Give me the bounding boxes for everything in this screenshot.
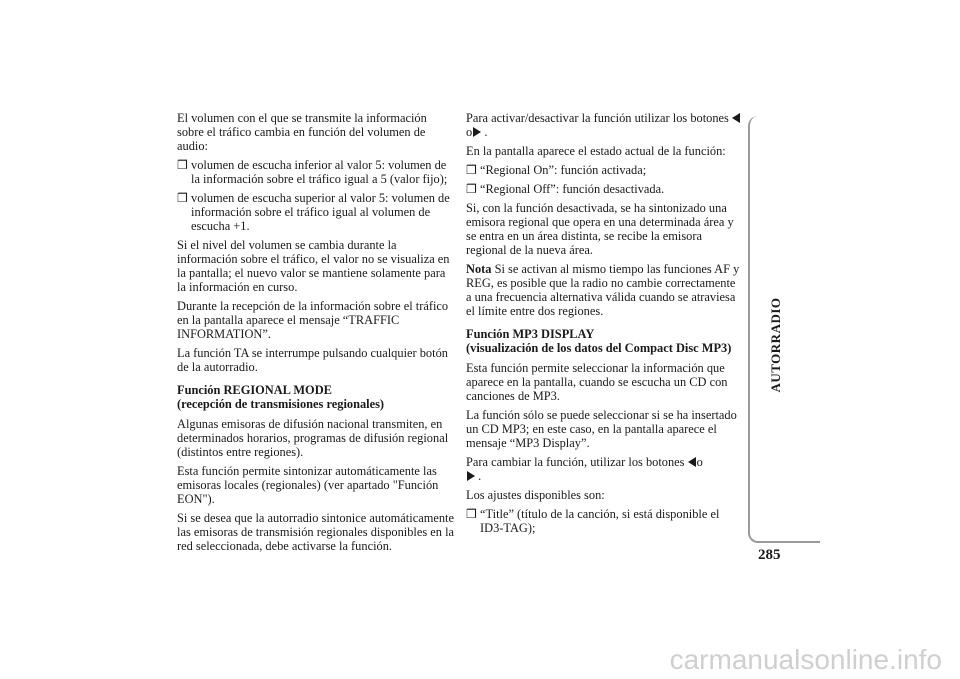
right-arrow-icon <box>473 127 481 137</box>
paragraph: Algunas emisoras de difusión nacional transmiten, en determinados horarios, programas de difusión regional (distintos entre regiones). <box>177 417 449 459</box>
left-arrow-icon <box>688 457 696 467</box>
page-number: 285 <box>758 547 781 563</box>
list-item-text: “Regional On”: función activada; <box>480 163 647 177</box>
list-item <box>466 163 742 177</box>
list-item-text: volumen de escucha superior al valor 5: volumen de información sobre el tráfico igual al volumen de escucha +1. <box>191 191 450 233</box>
heading-line: (visualización de los datos del Compact Disc MP3) <box>466 341 732 355</box>
paragraph: El volumen con el que se transmite la información sobre el tráfico cambia en función del volumen de audio: <box>177 111 427 153</box>
heading-line: Función REGIONAL MODE <box>177 383 332 397</box>
note-paragraph <box>466 262 742 318</box>
or-text: o <box>466 125 473 139</box>
watermark: carmanualsonline.info <box>669 644 942 675</box>
list-item-text: volumen de escucha inferior al valor 5: volumen de la información sobre el tráfico igual a 5 (valor fijo); <box>191 158 448 186</box>
paragraph: Si, con la función desactivada, se ha sintonizado una emisora regional que opera en una determinada área y se entra en un área distinta, se recibe la emisora regional de la nueva área. <box>466 201 734 257</box>
paragraph: La función TA se interrumpe pulsando cualquier botón de la autorradio. <box>177 346 448 374</box>
paragraph: La función sólo se puede seleccionar si se ha insertado un CD MP3; en este caso, en la pantalla aparece el mensaje “MP3 Display”. <box>466 408 737 450</box>
right-column <box>466 111 742 540</box>
left-arrow-icon <box>732 113 740 123</box>
paragraph-end: . <box>478 469 482 483</box>
note-label: Nota <box>466 262 492 276</box>
list-item-text: “Title” (título de la canción, si está disponible el ID3-TAG); <box>480 507 720 535</box>
paragraph: Durante la recepción de la información sobre el tráfico en la pantalla aparece el mensaje “TRAFFIC INFORMATION”. <box>177 299 449 341</box>
list-item <box>177 191 455 233</box>
paragraph: Esta función permite sintonizar automáticamente las emisoras locales (regionales) (ver apartado "Función EON"). <box>177 464 439 506</box>
paragraph: Si el nivel del volumen se cambia durante la información sobre el tráfico, el valor no se visualiza en la pantalla; el nuevo valor se mantiene solamente para la información en curso. <box>177 238 450 294</box>
paragraph: Esta función permite seleccionar la información que aparece en la pantalla, cuando se escucha un CD con canciones de MP3. <box>466 361 728 403</box>
list-item <box>466 507 742 535</box>
or-text: o <box>696 455 703 469</box>
paragraph: En la pantalla aparece el estado actual de la función: <box>466 144 726 158</box>
checkbox-bullet-icon: ❒ <box>466 182 477 196</box>
section-heading <box>177 383 455 411</box>
list-item-text: “Regional Off”: función desactivada. <box>480 182 665 196</box>
checkbox-bullet-icon: ❒ <box>177 158 188 172</box>
list-item <box>177 158 455 186</box>
left-column <box>177 111 455 558</box>
paragraph-end: . <box>484 125 488 139</box>
paragraph <box>466 455 742 483</box>
list-item <box>466 182 742 196</box>
paragraph-text: Para cambiar la función, utilizar los botones <box>466 455 685 469</box>
section-heading <box>466 327 742 355</box>
paragraph: Si se desea que la autorradio sintonice automáticamente las emisoras de transmisión regionales disponibles en la red seleccionada, debe activarse la función. <box>177 511 455 553</box>
right-arrow-icon <box>467 471 475 481</box>
section-label: AUTORRADIO <box>768 297 783 393</box>
note-text: Si se activan al mismo tiempo las funciones AF y REG, es posible que la radio no cambie correctamente a una frecuencia alternativa válida cuando se atraviesa el límite entre dos regiones. <box>466 262 740 318</box>
section-tab-frame <box>748 116 820 543</box>
checkbox-bullet-icon: ❒ <box>466 163 477 177</box>
paragraph: Los ajustes disponibles son: <box>466 488 605 502</box>
heading-line: Función MP3 DISPLAY <box>466 327 595 341</box>
paragraph <box>466 111 742 139</box>
checkbox-bullet-icon: ❒ <box>466 507 477 521</box>
heading-line: (recepción de transmisiones regionales) <box>177 397 385 411</box>
paragraph-text: Para activar/desactivar la función utilizar los botones <box>466 111 729 125</box>
checkbox-bullet-icon: ❒ <box>177 191 188 205</box>
